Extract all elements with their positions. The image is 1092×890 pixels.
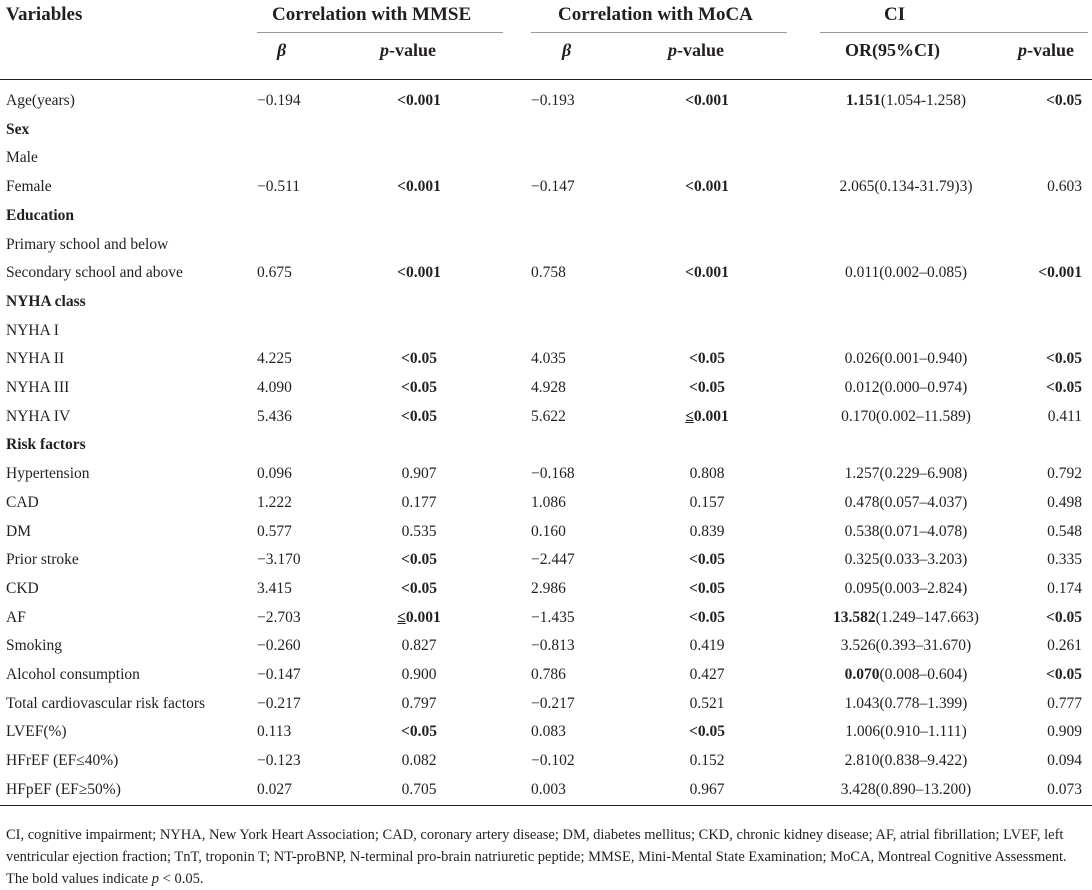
table-row bbox=[0, 461, 1092, 489]
row-variable: Primary school and below bbox=[6, 235, 169, 253]
header-pvalue-moca bbox=[668, 40, 724, 61]
or-ci-cell bbox=[820, 350, 992, 368]
or-value-rest: (1.249–147.663) bbox=[875, 608, 979, 626]
pvalue-mmse-cell: 0.797 bbox=[401, 694, 437, 712]
beta-moca-cell: −0.168 bbox=[531, 465, 575, 483]
beta-mmse-cell: −0.217 bbox=[257, 694, 301, 712]
footnote-tail: < 0.05. bbox=[159, 871, 204, 887]
pvalue-moca-cell: ≤0.001 bbox=[685, 407, 729, 425]
beta-moca-cell: 0.003 bbox=[531, 780, 566, 798]
table-row bbox=[0, 174, 1092, 202]
beta-mmse-cell: 1.222 bbox=[257, 493, 292, 511]
pvalue-ci-cell: 0.792 bbox=[1047, 465, 1082, 483]
table-row bbox=[0, 203, 1092, 231]
header-beta-moca: β bbox=[562, 40, 572, 60]
beta-moca-cell: −0.102 bbox=[531, 752, 575, 770]
table-row bbox=[0, 777, 1092, 805]
pvalue-ci-cell: <0.05 bbox=[1046, 350, 1082, 368]
or-value-rest: 1.257(0.229–6.908) bbox=[844, 465, 968, 483]
pvalue-moca-cell: <0.05 bbox=[689, 723, 725, 741]
beta-mmse-cell: −2.703 bbox=[257, 608, 301, 626]
beta-moca-cell: −0.217 bbox=[531, 694, 575, 712]
table-row bbox=[0, 490, 1092, 518]
or-ci-cell bbox=[820, 752, 992, 770]
table-row bbox=[0, 145, 1092, 173]
row-variable: DM bbox=[6, 522, 31, 540]
table-row bbox=[0, 346, 1092, 374]
or-ci-cell bbox=[820, 551, 992, 569]
pvalue-moca-cell: <0.001 bbox=[685, 178, 729, 196]
pvalue-mmse-cell: 0.907 bbox=[401, 465, 437, 483]
beta-mmse-cell: 0.675 bbox=[257, 264, 292, 282]
beta-moca-cell: 0.758 bbox=[531, 264, 566, 282]
beta-moca-cell: −1.435 bbox=[531, 608, 575, 626]
row-variable: Smoking bbox=[6, 637, 62, 655]
or-value-bold: 13.582 bbox=[833, 608, 876, 626]
or-value-rest: 0.325(0.033–3.203) bbox=[844, 551, 968, 569]
pvalue-mmse-cell: <0.001 bbox=[397, 264, 441, 282]
or-ci-cell bbox=[820, 666, 992, 684]
or-ci-cell bbox=[820, 695, 992, 713]
table-row bbox=[0, 260, 1092, 288]
pvalue-ci-cell: 0.909 bbox=[1047, 723, 1082, 741]
or-ci-cell bbox=[820, 494, 992, 512]
beta-moca-cell: 4.928 bbox=[531, 379, 566, 396]
pvalue-moca-cell: 0.152 bbox=[689, 752, 725, 770]
table-row bbox=[0, 404, 1092, 432]
pvalue-mmse-cell: <0.05 bbox=[401, 723, 437, 741]
pvalue-mmse-cell: <0.05 bbox=[401, 579, 437, 597]
or-value-rest: (0.008–0.604) bbox=[879, 666, 968, 683]
table-row bbox=[0, 232, 1092, 260]
or-value-rest: 0.012(0.000–0.974) bbox=[844, 379, 968, 396]
table-row bbox=[0, 748, 1092, 776]
row-variable: Age(years) bbox=[6, 92, 75, 109]
beta-moca-cell: −0.147 bbox=[531, 178, 575, 196]
or-value-rest: 3.526(0.393–31.670) bbox=[840, 637, 972, 655]
row-variable: HFrEF (EF≤40%) bbox=[6, 752, 119, 770]
pvalue-moca-cell: <0.001 bbox=[685, 264, 729, 282]
row-variable: Male bbox=[6, 149, 38, 167]
pvalue-mmse-cell: <0.05 bbox=[401, 350, 437, 368]
beta-mmse-cell: 3.415 bbox=[257, 579, 292, 597]
beta-mmse-cell: 0.096 bbox=[257, 465, 292, 483]
row-variable: AF bbox=[6, 608, 26, 626]
or-value-rest: (1.054-1.258) bbox=[880, 92, 967, 109]
or-ci-cell bbox=[820, 580, 992, 598]
header-bottom-rule bbox=[0, 79, 1092, 80]
pvalue-mmse-cell: ≤0.001 bbox=[397, 608, 441, 626]
pvalue-ci-cell: 0.094 bbox=[1047, 752, 1082, 770]
or-ci-cell bbox=[820, 264, 992, 282]
or-value-rest: 0.095(0.003–2.824) bbox=[844, 579, 968, 597]
or-ci-cell bbox=[820, 92, 992, 110]
row-variable: NYHA class bbox=[6, 292, 86, 310]
beta-moca-cell: 0.786 bbox=[531, 666, 566, 683]
le-symbol: ≤ bbox=[397, 608, 406, 626]
row-variable: Hypertension bbox=[6, 465, 90, 483]
row-variable: NYHA IV bbox=[6, 407, 71, 425]
or-ci-cell bbox=[820, 781, 992, 799]
value-suffix: -value bbox=[389, 40, 436, 60]
moca-group-underline bbox=[531, 32, 787, 33]
row-variable: NYHA III bbox=[6, 379, 70, 396]
or-value-rest: 1.006(0.910–1.111) bbox=[845, 723, 967, 741]
pvalue-ci-cell: <0.05 bbox=[1046, 666, 1082, 683]
value-suffix: -value bbox=[1027, 40, 1074, 60]
pvalue-moca-cell: <0.05 bbox=[689, 379, 725, 396]
row-variable: Sex bbox=[6, 120, 30, 138]
pvalue-moca-cell: <0.05 bbox=[689, 551, 725, 569]
pvalue-ci-cell: 0.335 bbox=[1047, 551, 1082, 569]
beta-mmse-cell: 0.113 bbox=[257, 723, 292, 741]
pvalue-ci-cell: <0.05 bbox=[1046, 92, 1082, 109]
beta-moca-cell: −0.813 bbox=[531, 637, 575, 655]
row-variable: NYHA II bbox=[6, 350, 65, 368]
footnote-p-symbol: p bbox=[151, 871, 160, 887]
pvalue-moca-cell: 0.967 bbox=[689, 780, 725, 798]
table-row bbox=[0, 576, 1092, 604]
pvalue-ci-cell: 0.777 bbox=[1047, 694, 1082, 712]
or-value-bold: 0.070 bbox=[844, 666, 880, 683]
table-row bbox=[0, 691, 1092, 719]
row-variable: Total cardiovascular risk factors bbox=[6, 694, 206, 712]
table-row bbox=[0, 719, 1092, 747]
beta-moca-cell: 1.086 bbox=[531, 493, 566, 511]
footnote-text: CI, cognitive impairment; NYHA, New York Heart Association; CAD, coronary artery disease; DM, diabetes mellitus; CKD, chronic kidney disease; AF, atrial fibrillation; LVEF, left ventricular ejection fraction; TnT, troponin T; NT-proBNP, N-terminal pro-brain natriuretic peptide; MMSE, Mini-Mental State Examination; MoCA, Montreal Cognitive Assessment. The bold values indicate bbox=[6, 827, 1067, 887]
header-beta-mmse: β bbox=[277, 40, 287, 60]
row-variable: CKD bbox=[6, 579, 39, 597]
header-ci-group: CI bbox=[884, 4, 906, 25]
row-variable: Education bbox=[6, 206, 75, 224]
pvalue-moca-cell: <0.05 bbox=[689, 350, 725, 368]
or-value-rest: 0.011(0.002–0.085) bbox=[844, 264, 968, 282]
beta-moca-cell: −0.193 bbox=[531, 92, 575, 109]
pvalue-moca-cell: 0.521 bbox=[689, 694, 725, 712]
beta-mmse-cell: −0.147 bbox=[257, 666, 301, 683]
or-ci-cell bbox=[820, 523, 992, 541]
beta-mmse-cell: 5.436 bbox=[257, 407, 292, 425]
pvalue-ci-cell: 0.498 bbox=[1047, 493, 1082, 511]
beta-mmse-cell: 0.027 bbox=[257, 780, 292, 798]
or-ci-cell bbox=[820, 408, 992, 426]
or-ci-cell bbox=[820, 379, 992, 397]
or-value-rest: 2.810(0.838–9.422) bbox=[844, 752, 968, 770]
header-mmse-group: Correlation with MMSE bbox=[272, 4, 472, 25]
pvalue-ci-cell: 0.603 bbox=[1047, 178, 1082, 196]
header-pvalue-mmse bbox=[380, 40, 436, 61]
beta-moca-cell: 0.083 bbox=[531, 723, 566, 741]
or-ci-cell bbox=[820, 609, 992, 627]
row-variable: Alcohol consumption bbox=[6, 666, 140, 683]
table-bottom-rule bbox=[0, 805, 1092, 806]
pvalue-ci-cell: 0.548 bbox=[1047, 522, 1082, 540]
or-ci-cell bbox=[820, 465, 992, 483]
ci-group-underline bbox=[820, 32, 1088, 33]
header-moca-group: Correlation with MoCA bbox=[558, 4, 753, 25]
or-value-rest: 1.043(0.778–1.399) bbox=[844, 694, 968, 712]
pvalue-mmse-cell: <0.05 bbox=[401, 407, 437, 425]
p-symbol: p bbox=[668, 40, 677, 60]
table-row bbox=[0, 547, 1092, 575]
table-footnote bbox=[6, 824, 1088, 890]
p-symbol: p bbox=[380, 40, 389, 60]
row-variable: NYHA I bbox=[6, 321, 59, 339]
beta-mmse-cell: 4.225 bbox=[257, 350, 292, 368]
or-value-rest: 2.065(0.134-31.79)3) bbox=[839, 178, 973, 196]
pvalue-moca-cell: 0.427 bbox=[689, 666, 725, 683]
pvalue-mmse-cell: <0.05 bbox=[401, 379, 437, 396]
pvalue-mmse-cell: 0.082 bbox=[401, 752, 437, 770]
beta-moca-cell: 2.986 bbox=[531, 579, 566, 597]
table-row bbox=[0, 605, 1092, 633]
beta-moca-cell: 0.160 bbox=[531, 522, 566, 540]
beta-mmse-cell: −0.260 bbox=[257, 637, 301, 655]
pvalue-mmse-cell: 0.705 bbox=[401, 780, 437, 798]
beta-moca-cell: 5.622 bbox=[531, 407, 566, 425]
pvalue-ci-cell: <0.001 bbox=[1038, 264, 1082, 282]
pvalue-moca-cell: 0.157 bbox=[689, 493, 725, 511]
table-row bbox=[0, 662, 1092, 690]
pvalue-mmse-cell: <0.001 bbox=[397, 178, 441, 196]
beta-mmse-cell: 0.577 bbox=[257, 522, 292, 540]
table-row bbox=[0, 289, 1092, 317]
or-value-rest: 0.026(0.001–0.940) bbox=[844, 350, 968, 368]
value-suffix: -value bbox=[677, 40, 724, 60]
beta-mmse-cell: 4.090 bbox=[257, 379, 292, 396]
beta-mmse-cell: −0.511 bbox=[257, 178, 301, 196]
pvalue-ci-cell: 0.411 bbox=[1047, 407, 1082, 425]
pvalue-ci-cell: 0.073 bbox=[1047, 780, 1082, 798]
or-ci-cell bbox=[820, 723, 992, 741]
le-symbol: ≤ bbox=[685, 407, 694, 425]
row-variable: Female bbox=[6, 178, 52, 196]
pvalue-mmse-cell: 0.900 bbox=[401, 666, 437, 683]
pvalue-moca-cell: <0.001 bbox=[685, 92, 729, 109]
or-value-rest: 0.170(0.002–11.589) bbox=[841, 407, 971, 425]
table-row bbox=[0, 375, 1092, 403]
table-row bbox=[0, 88, 1092, 116]
pvalue-moca-cell: <0.05 bbox=[689, 608, 725, 626]
row-variable: Secondary school and above bbox=[6, 264, 183, 282]
beta-mmse-cell: −3.170 bbox=[257, 551, 301, 569]
header-or: OR(95%CI) bbox=[845, 40, 940, 60]
row-variable: Prior stroke bbox=[6, 551, 79, 569]
or-value-rest: 3.428(0.890–13.200) bbox=[840, 780, 972, 798]
pvalue-mmse-cell: <0.001 bbox=[397, 92, 441, 109]
pvalue-ci-cell: <0.05 bbox=[1046, 608, 1082, 626]
pvalue-ci-cell: 0.261 bbox=[1047, 637, 1082, 655]
or-value-rest: 0.478(0.057–4.037) bbox=[844, 493, 968, 511]
pvalue-ci-cell: <0.05 bbox=[1046, 379, 1082, 396]
pvalue-mmse-cell: <0.05 bbox=[401, 551, 437, 569]
row-variable: HFpEF (EF≥50%) bbox=[6, 780, 121, 798]
pvalue-moca-cell: 0.808 bbox=[689, 465, 725, 483]
pvalue-ci-cell: 0.174 bbox=[1047, 579, 1082, 597]
table-row bbox=[0, 117, 1092, 145]
table-row bbox=[0, 432, 1092, 460]
pvalue-moca-cell: 0.419 bbox=[689, 637, 725, 655]
row-variable: Risk factors bbox=[6, 436, 86, 454]
beta-moca-cell: 4.035 bbox=[531, 350, 566, 368]
row-variable: CAD bbox=[6, 493, 39, 511]
pvalue-moca-cell: 0.839 bbox=[689, 522, 725, 540]
beta-mmse-cell: −0.123 bbox=[257, 752, 301, 770]
row-variable: LVEF(%) bbox=[6, 723, 67, 741]
header-pvalue-ci bbox=[1018, 40, 1074, 61]
or-value-rest: 0.538(0.071–4.078) bbox=[844, 522, 968, 540]
p-symbol: p bbox=[1018, 40, 1027, 60]
header-variables: Variables bbox=[6, 4, 83, 25]
table-row bbox=[0, 633, 1092, 661]
or-value-bold: 1.151 bbox=[845, 92, 881, 109]
pvalue-moca-cell: <0.05 bbox=[689, 579, 725, 597]
pvalue-mmse-cell: 0.827 bbox=[401, 637, 437, 655]
or-ci-cell bbox=[820, 178, 992, 196]
table-row bbox=[0, 519, 1092, 547]
table-row bbox=[0, 318, 1092, 346]
beta-mmse-cell: −0.194 bbox=[257, 92, 301, 109]
beta-moca-cell: −2.447 bbox=[531, 551, 575, 569]
mmse-group-underline bbox=[257, 32, 503, 33]
pvalue-mmse-cell: 0.535 bbox=[401, 522, 437, 540]
or-ci-cell bbox=[820, 637, 992, 655]
pvalue-mmse-cell: 0.177 bbox=[401, 493, 437, 511]
